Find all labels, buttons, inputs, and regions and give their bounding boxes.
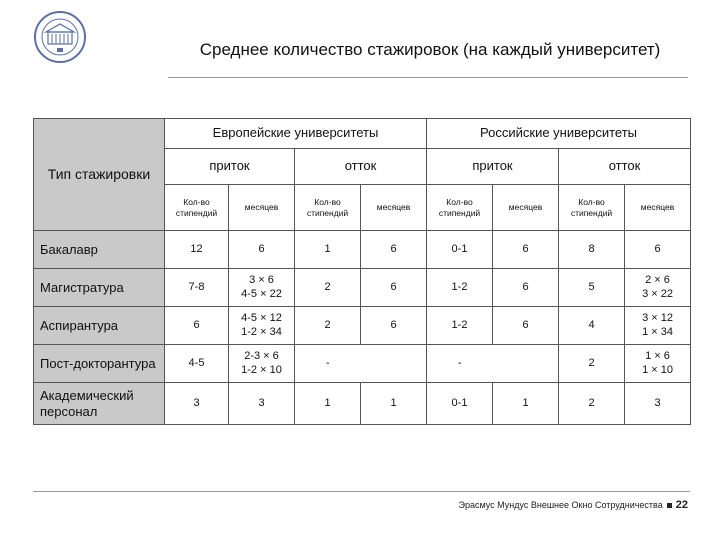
table-cell: 1 × 6 1 × 10: [625, 345, 691, 383]
table-cell: 1: [295, 383, 361, 425]
table-cell: 4-5 × 12 1-2 × 34: [229, 307, 295, 345]
table-cell: 1: [295, 231, 361, 269]
table-cell: 5: [559, 269, 625, 307]
table-cell: 3: [625, 383, 691, 425]
page-number: 22: [675, 499, 688, 511]
table-row: [34, 345, 691, 383]
corner-cell: [34, 119, 165, 231]
table-cell: 3 × 12 1 × 34: [625, 307, 691, 345]
subheader-grants: Кол-во стипендий: [559, 185, 625, 231]
table-cell: 2 × 6 3 × 22: [625, 269, 691, 307]
table-cell: -: [427, 345, 493, 383]
subheader-months: месяцев: [229, 185, 295, 231]
footer: [458, 499, 688, 511]
table-cell: 7-8: [165, 269, 229, 307]
table-cell: -: [295, 345, 361, 383]
table-cell: 6: [229, 231, 295, 269]
subheader-months: месяцев: [493, 185, 559, 231]
table-cell: 8: [559, 231, 625, 269]
table-cell: 1: [493, 383, 559, 425]
table-cell: [361, 345, 427, 383]
footer-divider: [33, 491, 690, 492]
header-ru-outflow: отток: [559, 149, 691, 185]
table-cell: 3 × 6 4-5 × 22: [229, 269, 295, 307]
table-cell: 4: [559, 307, 625, 345]
row-label: Аспирантура: [34, 307, 165, 345]
table-cell: 6: [361, 269, 427, 307]
table-cell: 6: [493, 307, 559, 345]
subheader-grants: Кол-во стипендий: [427, 185, 493, 231]
header-european: Европейские университеты: [165, 119, 427, 149]
row-label: Бакалавр: [34, 231, 165, 269]
subheader-grants: Кол-во стипендий: [165, 185, 229, 231]
table-cell: 6: [493, 231, 559, 269]
table-row: [34, 383, 691, 425]
table-row: [34, 269, 691, 307]
table-cell: [493, 345, 559, 383]
university-seal-logo: [33, 10, 87, 64]
subheader-months: месяцев: [361, 185, 427, 231]
square-bullet-icon: [667, 503, 672, 508]
table-cell: 2: [295, 269, 361, 307]
table-cell: 2: [559, 383, 625, 425]
row-label: Академический персонал: [34, 383, 165, 425]
internship-table: [33, 118, 691, 425]
table-cell: 0-1: [427, 383, 493, 425]
footer-text: Эрасмус Мундус Внешнее Окно Сотрудничества: [458, 500, 663, 510]
table-cell: 1-2: [427, 307, 493, 345]
table-cell: 6: [361, 307, 427, 345]
table-cell: 2: [295, 307, 361, 345]
table-cell: 2: [559, 345, 625, 383]
header-russian: Российские университеты: [427, 119, 691, 149]
table-cell: 1-2: [427, 269, 493, 307]
header-eu-outflow: отток: [295, 149, 427, 185]
table-cell: 4-5: [165, 345, 229, 383]
table-cell: 0-1: [427, 231, 493, 269]
table-cell: 3: [229, 383, 295, 425]
table-cell: 6: [361, 231, 427, 269]
table-row: [34, 307, 691, 345]
subheader-months: месяцев: [625, 185, 691, 231]
table-cell: 1: [361, 383, 427, 425]
header-ru-inflow: приток: [427, 149, 559, 185]
table-cell: 6: [625, 231, 691, 269]
header-eu-inflow: приток: [165, 149, 295, 185]
corner-label: Тип стажировки: [47, 166, 151, 183]
table-cell: 3: [165, 383, 229, 425]
row-label: Магистратура: [34, 269, 165, 307]
table-cell: 6: [165, 307, 229, 345]
slide-title: Среднее количество стажировок (на каждый университет): [199, 40, 661, 59]
row-label: Пост-докторантура: [34, 345, 165, 383]
title-divider: [168, 77, 688, 78]
table-row: [34, 231, 691, 269]
table-cell: 2-3 × 6 1-2 × 10: [229, 345, 295, 383]
table-cell: 12: [165, 231, 229, 269]
subheader-grants: Кол-во стипендий: [295, 185, 361, 231]
table-cell: 6: [493, 269, 559, 307]
